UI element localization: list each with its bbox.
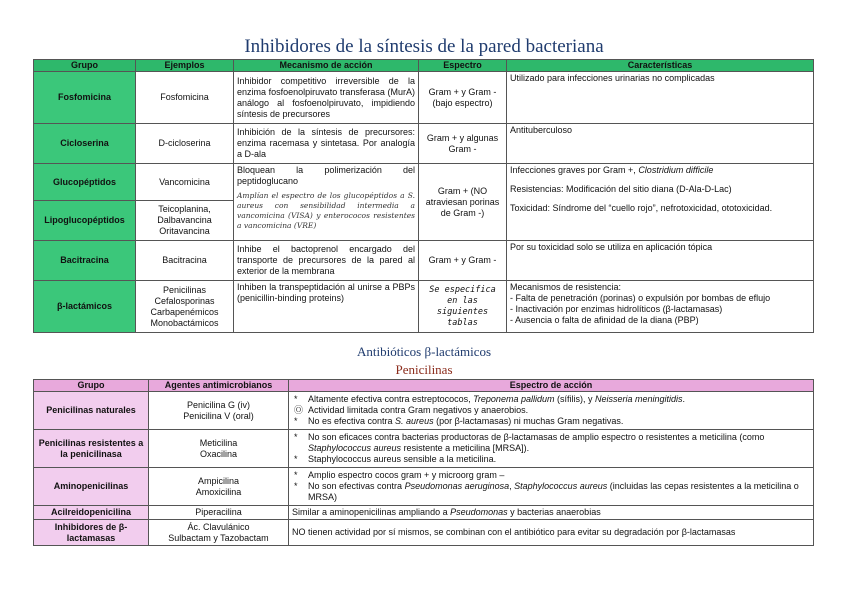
spectrum-note: Se especifica en las siguientes tablas	[429, 284, 496, 328]
agents-cell: Meticilina Oxacilina	[149, 430, 289, 468]
table-row	[34, 392, 814, 430]
bullet-asterisk: *	[294, 481, 298, 491]
header-mecanismo: Mecanismo de acción	[234, 60, 419, 72]
agents-cell: Penicilina G (iv) Penicilina V (oral)	[149, 392, 289, 430]
mechanism-note: Amplían el espectro de los glucopéptidos a S. aureus con sensibilidad intermedia a vancomicina (VISA) y enterococos resistentes a vancomicina (VRE)	[237, 191, 415, 230]
group-cell: Bacitracina	[34, 241, 136, 281]
characteristics-line: Resistencias: Modificación del sitio diana (D-Ala-D-Lac)	[510, 184, 732, 194]
section-subtitle: Antibióticos β-lactámicos	[356, 344, 492, 359]
header-grupo: Grupo	[34, 380, 149, 392]
table-row	[34, 520, 814, 546]
examples-cell: Penicilinas Cefalosporinas Carbapenémicos Monobactámicos	[136, 281, 234, 333]
group-cell: Acilreidopenicilina	[34, 506, 149, 520]
group-cell: Glucopéptidos	[34, 164, 136, 201]
group-cell: Lipoglucopéptidos	[34, 201, 136, 241]
characteristics-line: Toxicidad: Síndrome del “cuello rojo”, nefrotoxicidad, ototoxicidad.	[510, 203, 773, 213]
agents-cell: Ampicilina Amoxicilina	[149, 468, 289, 506]
header-ejemplos: Ejemplos	[136, 60, 234, 72]
section-subtitle-penicilinas: Penicilinas	[395, 362, 453, 377]
header-espectro: Espectro	[419, 60, 507, 72]
characteristics-cell	[507, 164, 814, 241]
page-title: Inhibidores de la síntesis de la pared bacteriana	[244, 36, 604, 57]
spectrum-cell: * No son eficaces contra bacterias productoras de β-lactamasas de amplio espectro o resistentes a meticilina (como Staphylococcus aureus resistente a meticilina [MRSA]). * Staphylococcus aureus sensible a la meticilina.	[289, 430, 814, 468]
table-row	[34, 430, 814, 468]
spectrum-cell: * Altamente efectiva contra estreptococos, Treponema pallidum (sífilis), y Neisseria meningitidis. Ⓞ Actividad limitada contra Gram negativos y anaerobios. * No es efectiva contra S. aureus (por β-lactamasas) ni muchas Gram negativas.	[289, 392, 814, 430]
spectrum-cell: Gram + y algunas Gram -	[419, 124, 507, 164]
group-cell: Inhibidores de β-lactamasas	[34, 520, 149, 546]
group-cell: Penicilinas naturales	[34, 392, 149, 430]
table-header-row	[34, 380, 814, 392]
characteristics-cell: Antituberculoso	[507, 124, 814, 164]
spectrum-cell: Gram + (NO atraviesan porinas de Gram -)	[419, 164, 507, 241]
header-grupo: Grupo	[34, 60, 136, 72]
spectrum-cell: NO tienen actividad por sí mismos, se combinan con el antibiótico para evitar su degradación por β-lactamasas	[289, 520, 814, 546]
header-espectro-accion: Espectro de acción	[289, 380, 814, 392]
table-row	[34, 468, 814, 506]
bullet-asterisk: *	[294, 454, 298, 464]
group-cell: Cicloserina	[34, 124, 136, 164]
bullet-asterisk: *	[294, 432, 298, 442]
group-cell: Fosfomicina	[34, 72, 136, 124]
bullet-asterisk: *	[294, 470, 298, 480]
examples-cell: Fosfomicina	[136, 72, 234, 124]
table-row	[34, 124, 814, 164]
table-row	[34, 241, 814, 281]
header-caracteristicas: Características	[507, 60, 814, 72]
table-row	[34, 506, 814, 520]
bullet-asterisk: *	[294, 416, 298, 426]
spectrum-cell: Gram + y Gram -	[419, 241, 507, 281]
table-row	[34, 281, 814, 333]
mechanism-cell: Inhibición de la síntesis de precursores: enzima racemasa y sintetasa. Por analogía a D-ala	[234, 124, 419, 164]
characteristics-line: Infecciones graves por Gram +, Clostridium difficile	[510, 165, 714, 175]
characteristics-cell: Mecanismos de resistencia: - Falta de penetración (porinas) o expulsión por bombas de eflujo - Inactivación por enzimas hidrolíticos (β-lactamasas) - Ausencia o falta de afinidad de la diana (PBP)	[507, 281, 814, 333]
inhibitors-table	[33, 59, 814, 333]
characteristics-cell: Utilizado para infecciones urinarias no complicadas	[507, 72, 814, 124]
examples-cell: Bacitracina	[136, 241, 234, 281]
table-row	[34, 72, 814, 124]
examples-cell: D-cicloserina	[136, 124, 234, 164]
spectrum-cell: Similar a aminopenicilinas ampliando a Pseudomonas y bacterias anaerobias	[289, 506, 814, 520]
mechanism-cell: Inhibidor competitivo irreversible de la enzima fosfoenolpiruvato transferasa (MurA) análogo al fosfoenolpiruvato, impidiendo síntesis de precursores	[234, 72, 419, 124]
spectrum-cell: Gram + y Gram - (bajo espectro)	[419, 72, 507, 124]
table-header-row	[34, 60, 814, 72]
spectrum-cell	[419, 281, 507, 333]
mechanism-text: Bloquean la polimerización del peptidoglucano	[237, 165, 415, 186]
mechanism-cell: Inhiben la transpeptidación al unirse a PBPs (penicillin-binding proteins)	[234, 281, 419, 333]
group-cell: Aminopenicilinas	[34, 468, 149, 506]
mechanism-cell: Inhibe el bactoprenol encargado del transporte de precursores de la pared al exterior de la membrana	[234, 241, 419, 281]
characteristics-cell: Por su toxicidad solo se utiliza en aplicación tópica	[507, 241, 814, 281]
table-row	[34, 164, 814, 201]
penicillins-table	[33, 379, 814, 546]
bullet-circle-icon: Ⓞ	[294, 405, 304, 415]
bullet-asterisk: *	[294, 394, 298, 404]
examples-cell: Vancomicina	[136, 164, 234, 201]
group-cell: Penicilinas resistentes a la penicilinasa	[34, 430, 149, 468]
group-cell: β-lactámicos	[34, 281, 136, 333]
agents-cell: Ác. Clavulánico Sulbactam y Tazobactam	[149, 520, 289, 546]
header-agentes: Agentes antimicrobianos	[149, 380, 289, 392]
mechanism-cell	[234, 164, 419, 241]
agents-cell: Piperacilina	[149, 506, 289, 520]
spectrum-cell: * Amplio espectro cocos gram + y microorg gram – * No son efectivas contra Pseudomonas aeruginosa, Staphylococcus aureus (incluidas las cepas resistentes a la meticilina o MRSA)	[289, 468, 814, 506]
examples-cell: Teicoplanina, Dalbavancina Oritavancina	[136, 201, 234, 241]
